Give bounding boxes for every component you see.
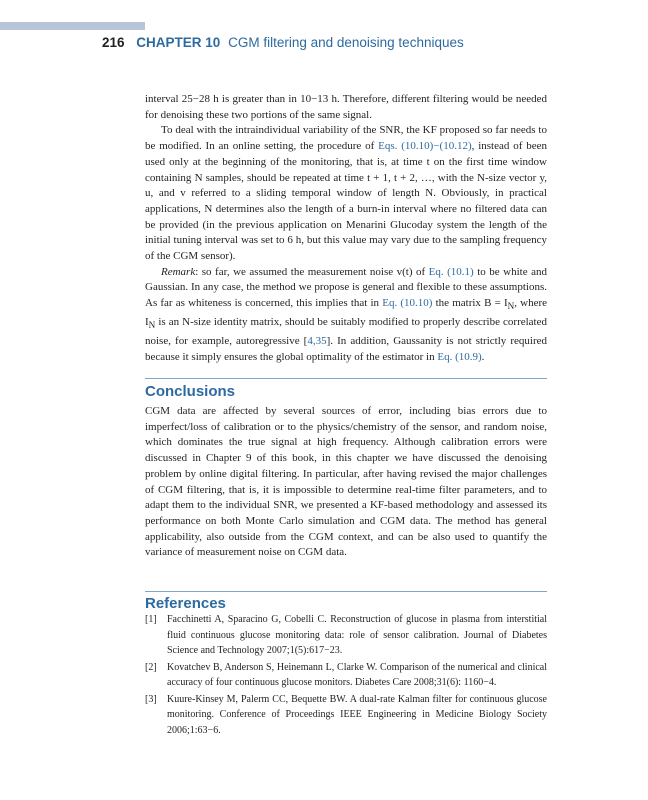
paragraph-3-text-c: the matrix B = I <box>432 297 508 310</box>
section-divider <box>145 591 547 592</box>
remark-label: Remark <box>161 265 196 278</box>
paragraph-3-text-b: to be white and Gaussian. In any case, the method we propose is general and flexible to these assumptions. As far as whiteness is concerned, this implies that in <box>145 265 548 310</box>
paragraph-2-text-a: To deal with the intraindividual variability of the SNR, the KF proposed so far needs to be modified. In an online setting, the procedure of <box>145 124 547 153</box>
paragraph-2 <box>145 123 547 264</box>
reference-number: [2] <box>145 661 157 673</box>
running-header <box>102 35 464 50</box>
reference-number: [3] <box>145 693 157 705</box>
subscript-n: N <box>507 301 515 312</box>
paragraph-3-text-d: , where I <box>145 297 548 329</box>
chapter-title: CGM filtering and denoising techniques <box>228 35 464 50</box>
reference-number: [1] <box>145 614 157 625</box>
reference-text: Kovatchev B, Anderson S, Heinemann L, Clarke W. Comparison of the numerical and clinical accuracy of four continuous glucose monitors. Diabetes Care 2008;31(6): 1160−4. <box>167 661 547 688</box>
page-number: 216 <box>102 35 125 50</box>
reference-item <box>145 692 547 739</box>
section-divider <box>145 378 547 379</box>
chapter-label: CHAPTER 10 <box>136 35 221 50</box>
reference-item <box>145 660 547 691</box>
subscript-n: N <box>148 320 156 331</box>
reference-text: Facchinetti A, Sparacino G, Cobelli C. Reconstruction of glucose in plasma from interstitial fluid continuous glucose monitoring data: role of sensor calibration. Journal of Diabetes Science and Technology 2007;1(5):617−23. <box>167 614 547 656</box>
equation-link[interactable]: Eq. (10.1) <box>428 265 474 278</box>
citation-link[interactable]: 4,35 <box>307 334 327 347</box>
conclusions-text <box>145 404 547 561</box>
references-heading: References <box>145 595 226 612</box>
paragraph-3 <box>145 265 547 366</box>
paragraph-3-text-e: is an N-size identity matrix, should be suitably modified to properly describe correlated noise, for example, autoregressive [ <box>145 316 547 347</box>
reference-list <box>145 612 547 739</box>
reference-text: Kuure-Kinsey M, Palerm CC, Bequette BW. A dual-rate Kalman filter for continuous glucose monitoring. Conference of Proceedings IEEE Engineering in Medicine Biology Society 2006;1:63−6. <box>167 693 547 736</box>
body-text <box>145 92 547 365</box>
conclusions-heading: Conclusions <box>145 383 236 400</box>
paragraph-3-text-f: ]. In addition, Gaussanity is not strictly required because it simply ensures the global optimality of the estimator in <box>145 334 547 363</box>
paragraph-3-text-a: : so far, we assumed the measurement noise v(t) of <box>195 265 429 278</box>
paragraph-1: interval 25−28 h is greater than in 10−13 h. Therefore, different filtering would be needed for denoising these two portions of the same signal. <box>145 93 547 121</box>
header-accent-bar <box>0 22 145 30</box>
equation-link[interactable]: Eq. (10.10) <box>382 297 433 310</box>
reference-item <box>145 612 547 659</box>
conclusions-paragraph: CGM data are affected by several sources of error, including bias errors due to imperfect/loss of calibration or to the physics/chemistry of the sensor, and random noise, which dominates the true signal at high frequency. Although calibration errors were discussed in Chapter 9 of this book, in this chapter we have discussed the denoising problem by online digital filtering. In particular, after having revised the major challenges of CGM filtering, that is, it is impossible to determine real-time filter parameters, and to adapt them to the individual SNR, we presented a KF-based methodology and assessed its performance on both Monte Carlo simulation and CGM data. The method has general applicability, also outside from the CGM context, and can be also used to quantify the variance of measurement noise on CGM data. <box>145 405 547 559</box>
paragraph-3-text-g: . <box>481 350 485 363</box>
equation-link[interactable]: Eq. (10.9) <box>437 350 482 363</box>
paragraph-2-text-b: , instead of been used only at the beginning of the monitoring, that is, at time t on the first time window containing N samples, should be repeated at time t + 1, t + 2, …, with the N-size vector y, u, and v referred to a sliding temporal window of length N. Obviously, in practical applications, N determines also the length of a burn-in interval where no filtered data can be provided (in the previous application on Menarini Glucoday system the length of the initial tuning interval was set to 6 h, but this value may vary due to the sampling frequency of the CGM sensor). <box>145 140 547 263</box>
equation-link[interactable]: Eqs. (10.10)−(10.12) <box>378 140 472 153</box>
